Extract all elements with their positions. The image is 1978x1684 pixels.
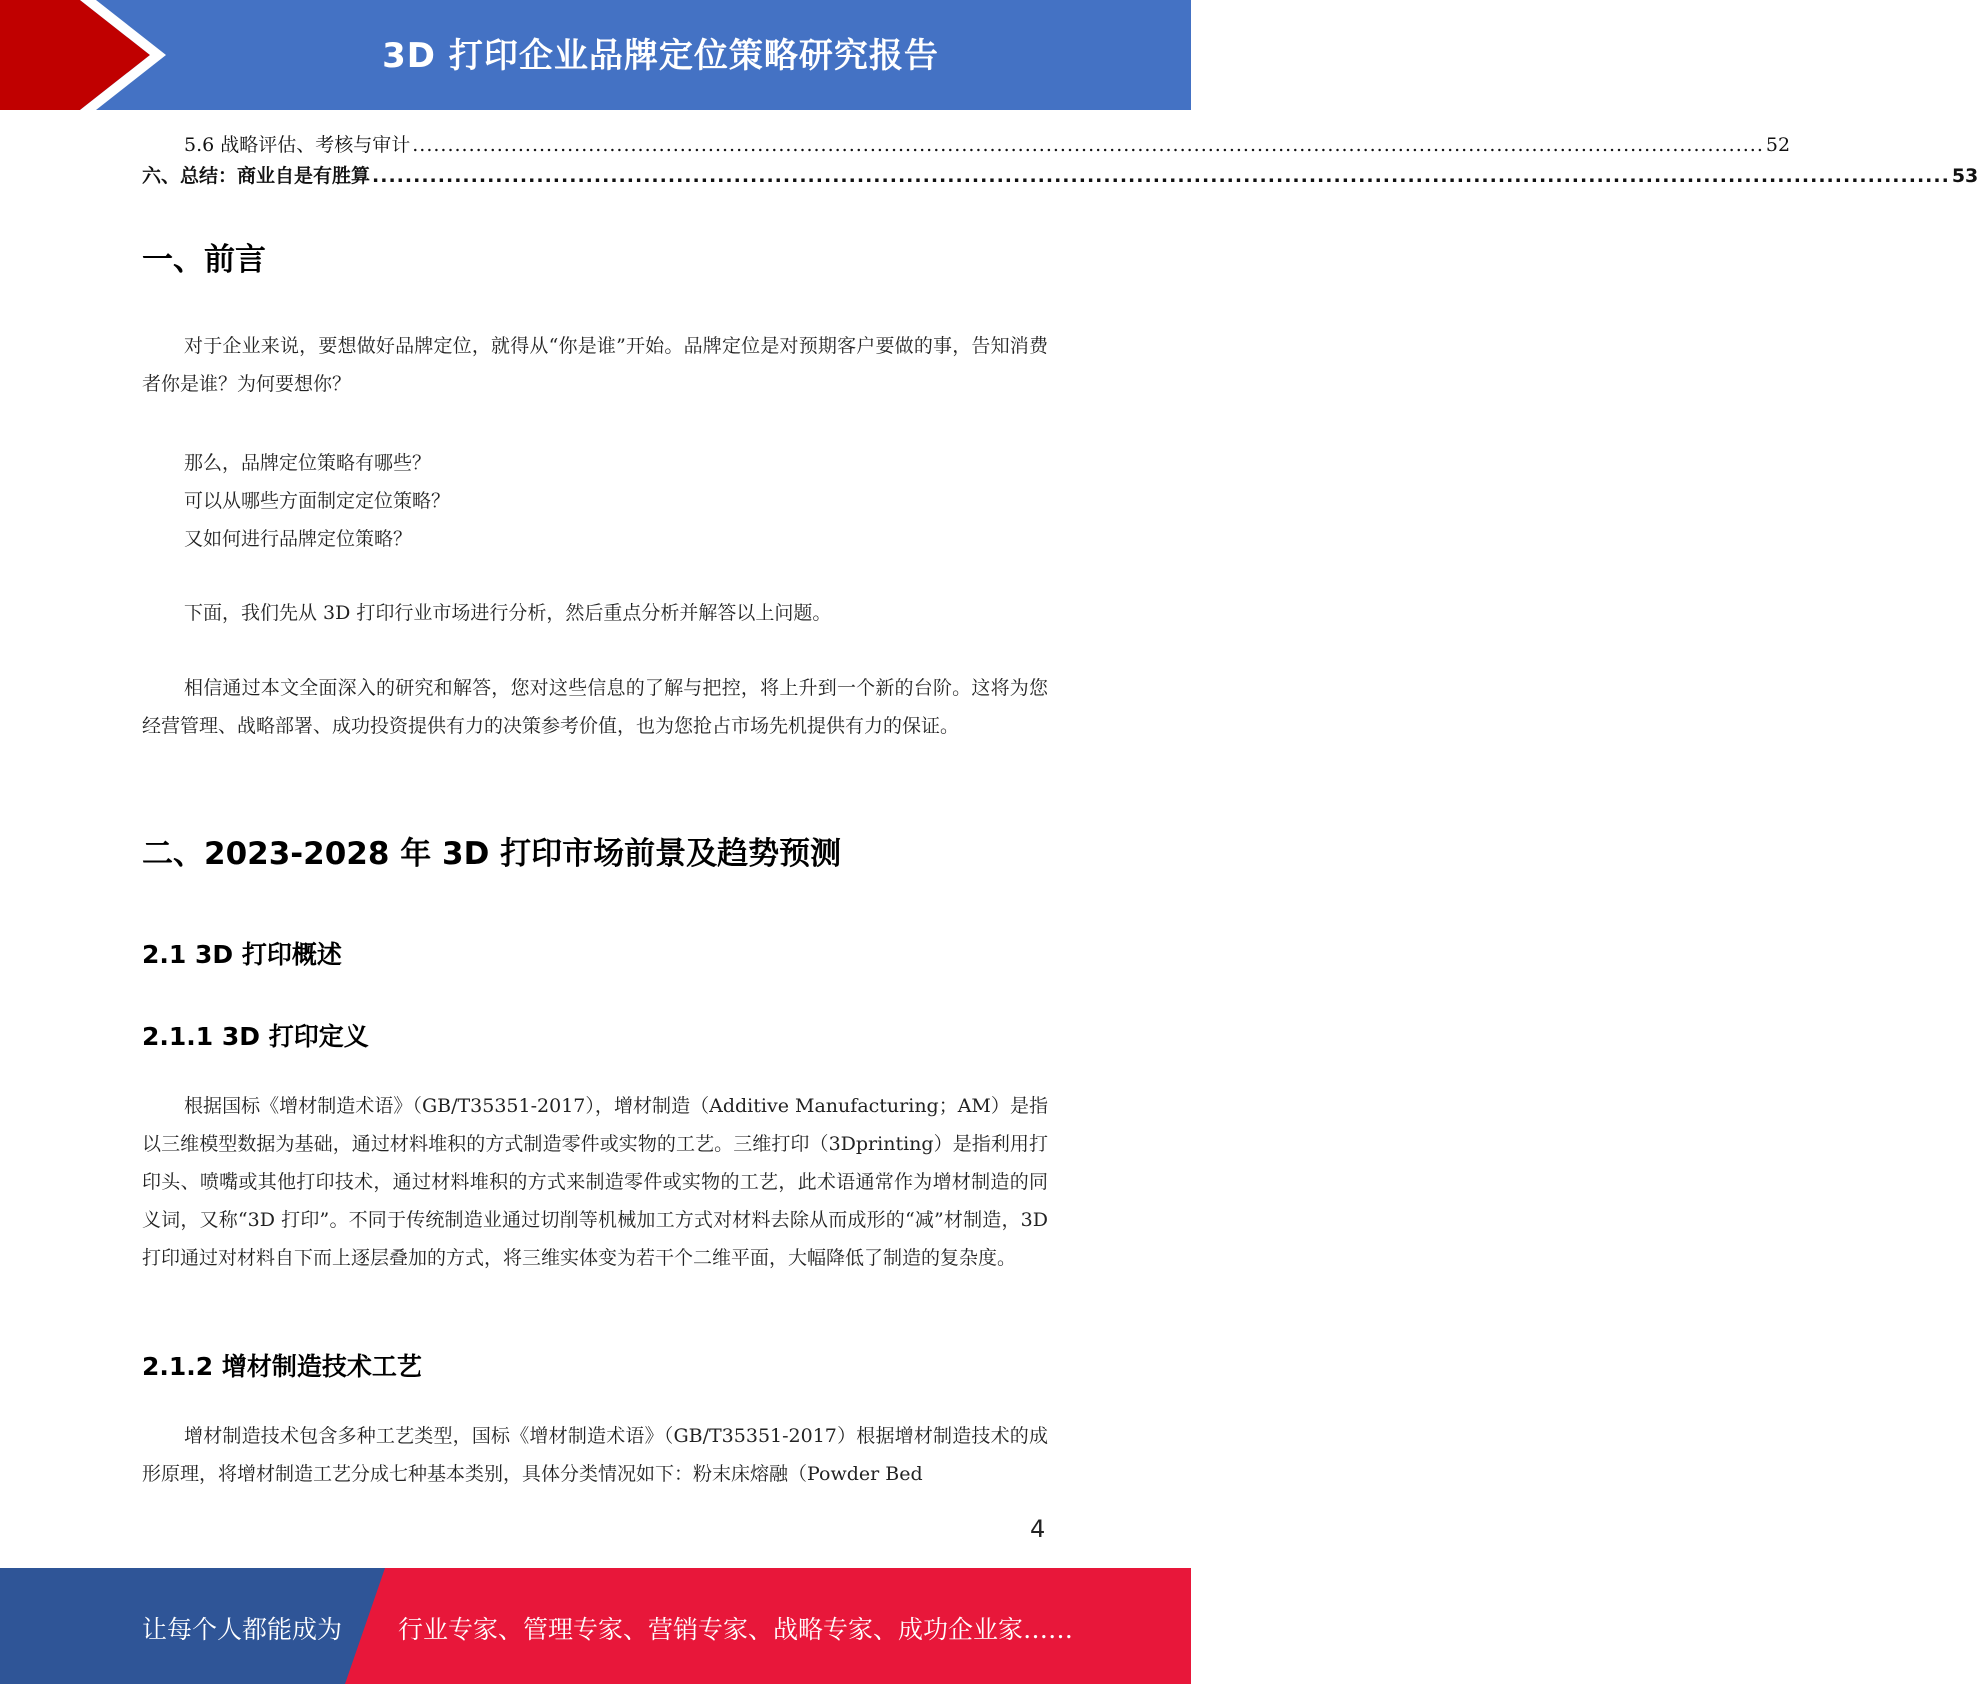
chapter-2-heading: 二、2023-2028 年 3D 打印市场前景及趋势预测 — [142, 836, 842, 872]
section-2-1-heading: 2.1 3D 打印概述 — [142, 940, 342, 969]
page-header — [0, 0, 1191, 110]
preface-question-3: 又如何进行品牌定位策略？ — [184, 528, 413, 550]
page-footer — [0, 1568, 1191, 1684]
toc-entry-page: 52 — [1765, 134, 1791, 156]
footer-slogan-right: 行业专家、管理专家、营销专家、战略专家、成功企业家…… — [398, 1615, 1074, 1644]
section-2-1-2-heading: 2.1.2 增材制造技术工艺 — [142, 1352, 422, 1381]
section-2-1-2-paragraph: 增材制造技术包含多种工艺类型，国标《增材制造术语》（GB/T35351-2017）根据增材制造技术的成形原理，将增材制造工艺分成七种基本类别，具体分类情况如下：粉末床熔融（Powder Bed — [142, 1425, 1048, 1485]
toc-entry-title: 5.6 战略评估、考核与审计 — [184, 134, 411, 156]
preface-question-2: 可以从哪些方面制定定位策略？ — [184, 490, 451, 512]
toc-entry-title: 六、总结：商业自是有胜算 — [142, 165, 371, 187]
preface-heading: 一、前言 — [142, 242, 266, 278]
toc-leader: ................................................................................................................................................................................................ — [412, 134, 1764, 156]
section-2-1-1-heading: 2.1.1 3D 打印定义 — [142, 1022, 369, 1051]
preface-paragraph-1: 对于企业来说，要想做好品牌定位，就得从“你是谁”开始。品牌定位是对预期客户要做的事，告知消费者你是谁？为何要想你？ — [142, 335, 1048, 395]
page-number: 4 — [1030, 1515, 1046, 1543]
report-title: 3D 打印企业品牌定位策略研究报告 — [382, 36, 939, 76]
preface-question-1: 那么，品牌定位策略有哪些？ — [184, 452, 432, 474]
section-2-1-1-paragraph: 根据国标《增材制造术语》（GB/T35351-2017），增材制造（Additive Manufacturing；AM）是指以三维模型数据为基础，通过材料堆积的方式制造零件或实物的工艺。三维打印（3Dprinting）是指利用打印头、喷嘴或其他打印技术，通过材料堆积的方式来制造零件或实物的工艺，此术语通常作为增材制造的同义词，又称“3D 打印”。不同于传统制造业通过切削等机械加工方式对材料去除从而成形的“减”材制造，3D 打印通过对材料自下而上逐层叠加的方式，将三维实体变为若干个二维平面，大幅降低了制造的复杂度。 — [142, 1095, 1048, 1269]
preface-paragraph-2: 下面，我们先从 3D 打印行业市场进行分析，然后重点分析并解答以上问题。 — [184, 602, 832, 624]
toc-entry-page: 53 — [1951, 165, 1978, 187]
preface-paragraph-3: 相信通过本文全面深入的研究和解答，您对这些信息的了解与把控，将上升到一个新的台阶。这将为您经营管理、战略部署、成功投资提供有力的决策参考价值，也为您抢占市场先机提供有力的保证。 — [142, 677, 1048, 737]
footer-slogan-left: 让每个人都能成为 — [142, 1615, 343, 1644]
table-of-contents — [142, 130, 1978, 192]
toc-entry[interactable] — [142, 161, 1978, 192]
toc-leader: ................................................................................................................................................................................................ — [372, 165, 1950, 187]
toc-entry[interactable] — [142, 130, 1791, 161]
